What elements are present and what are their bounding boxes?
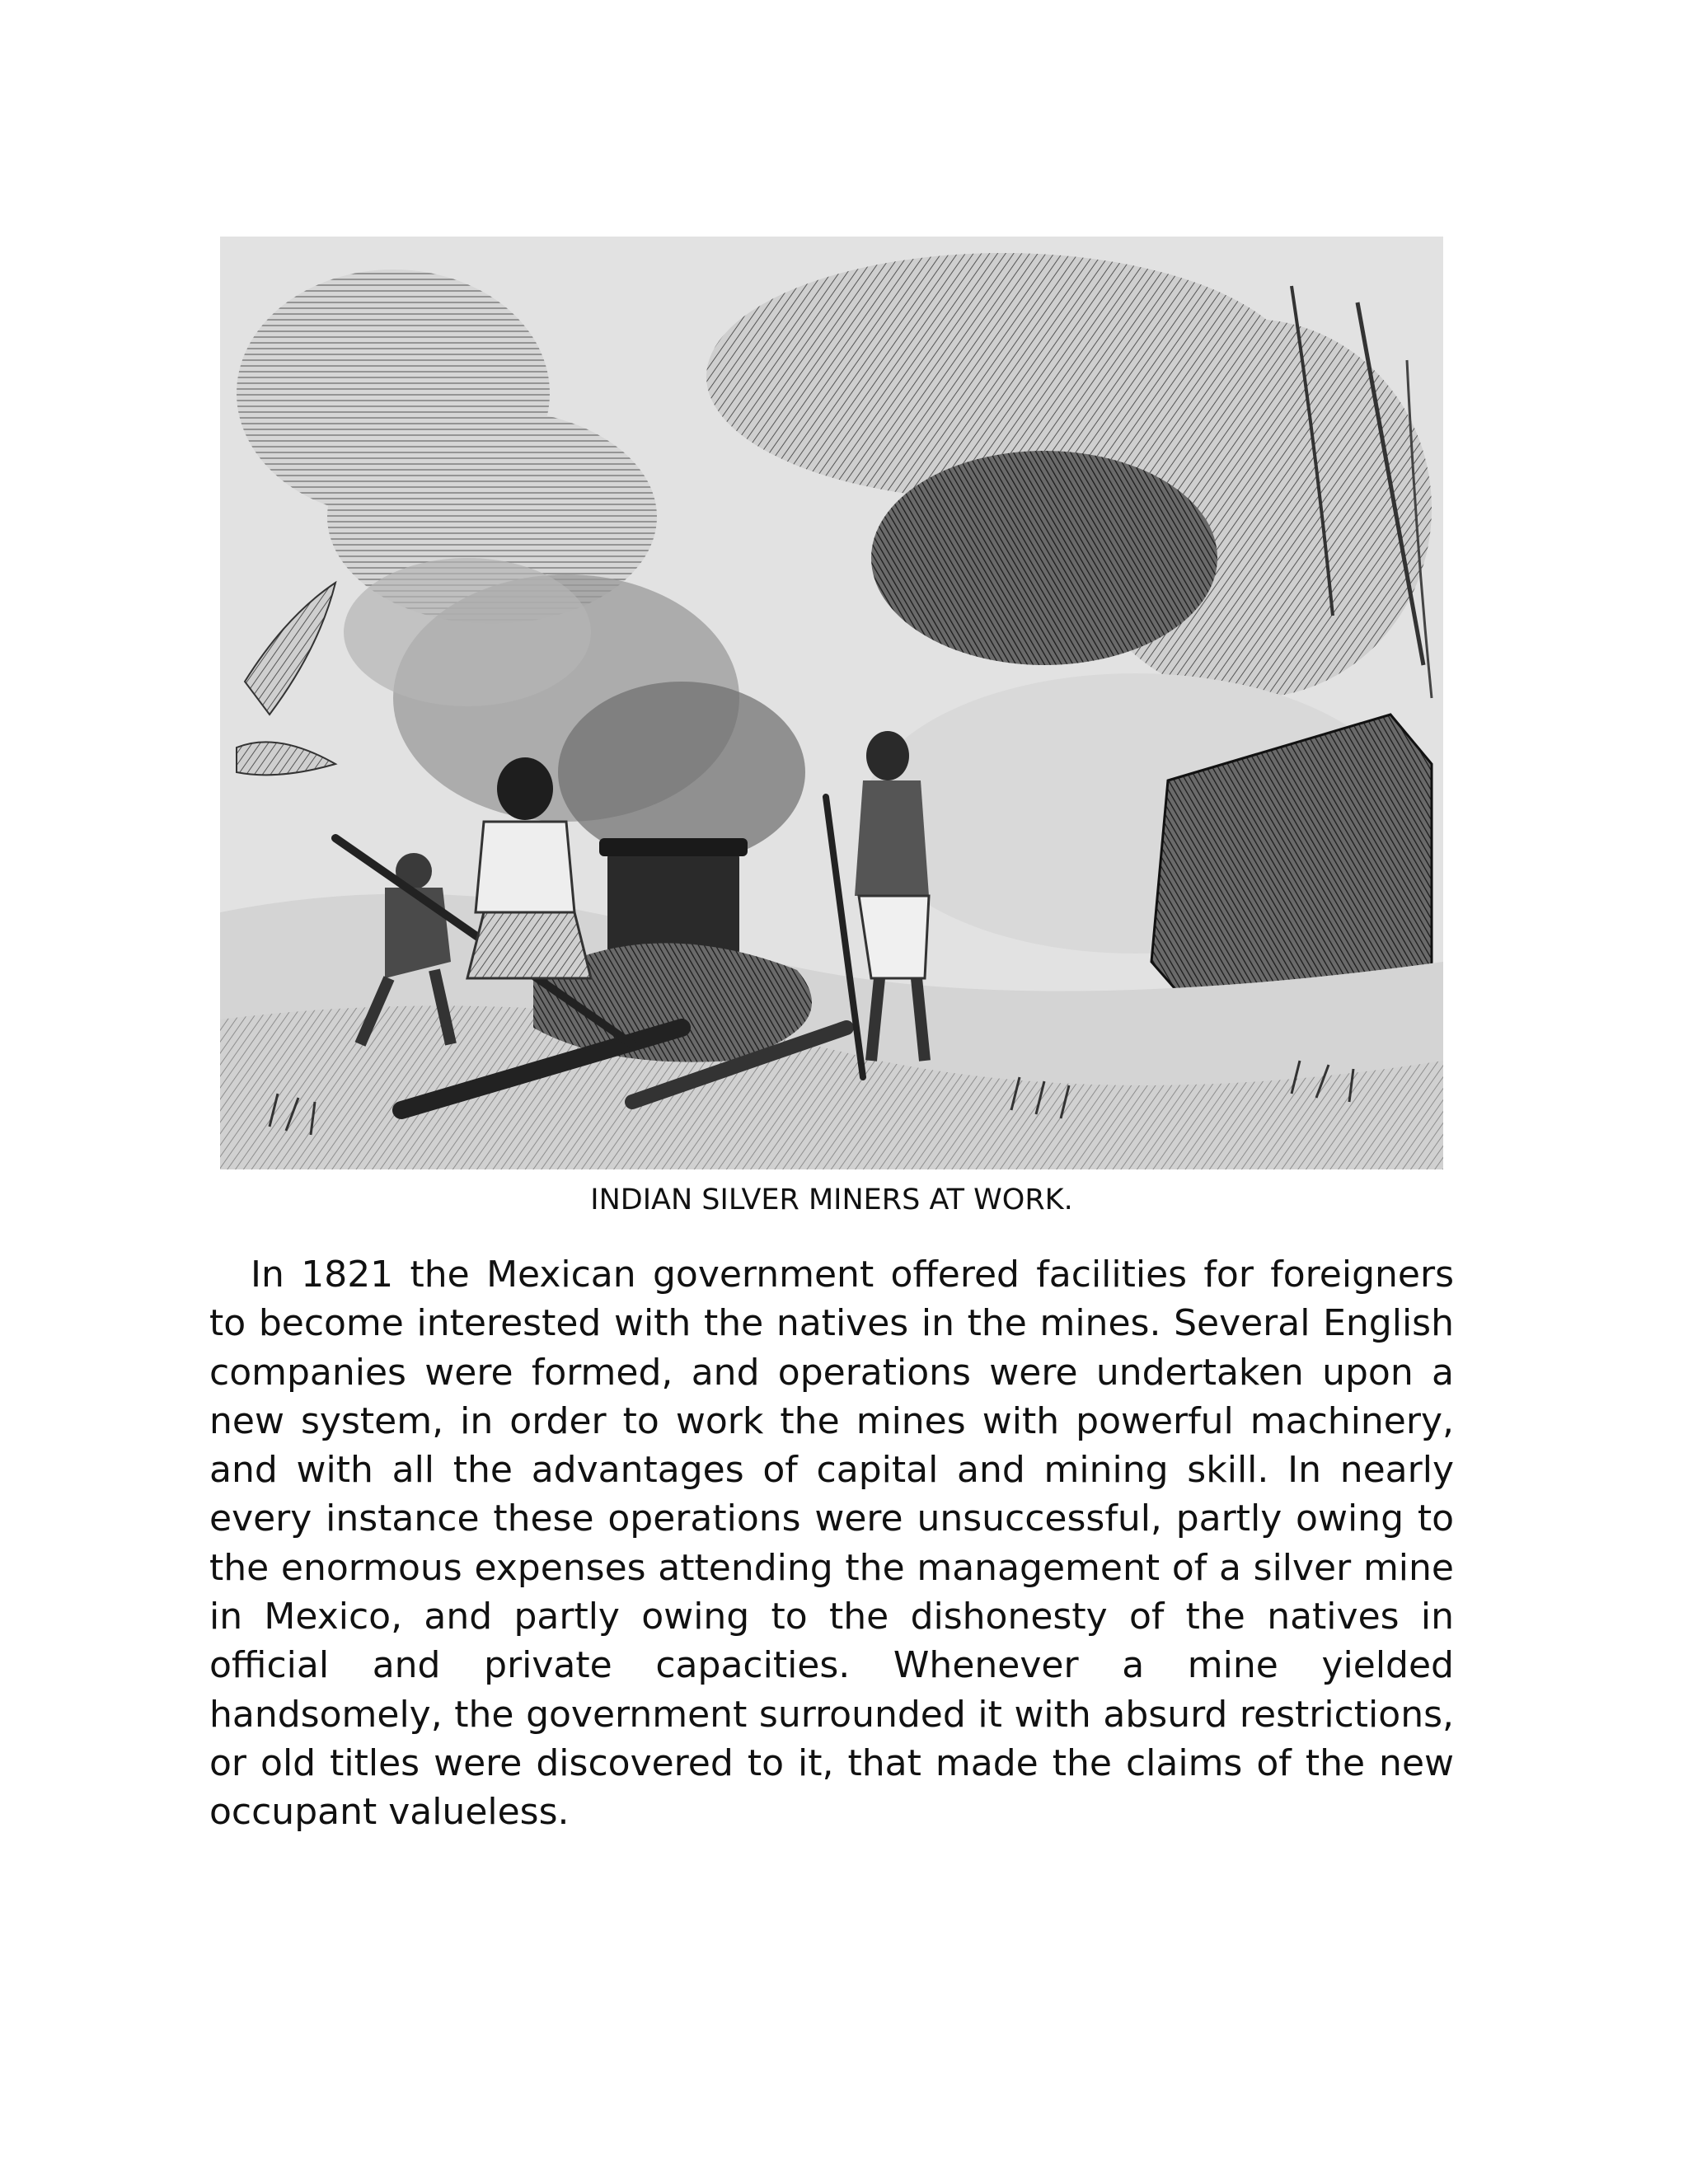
article-paragraph: In 1821 the Mexican government offered facilities for foreigners to become interested with the natives in the mines. Several English companies were formed, and operations were undertaken upon a new system, in order to work the mines with powerful machinery, and with all the advantages of capital and mining skill. In nearly every instance these operations were unsuccessful, partly owing to the enormous expenses attending the management of a silver mine in Mexico, and partly owing to the dishonesty of the natives in official and private capacities. Whenever a mine yielded handsomely, the government surrounded it with absurd restrictions, or old titles were discovered to it, that made the claims of the new occupant valueless.: [209, 1254, 1454, 1834]
miners-engraving: [220, 237, 1443, 1169]
figure-caption: INDIAN SILVER MINERS AT WORK.: [590, 1183, 1073, 1216]
engraving-illustration: [220, 237, 1443, 1169]
